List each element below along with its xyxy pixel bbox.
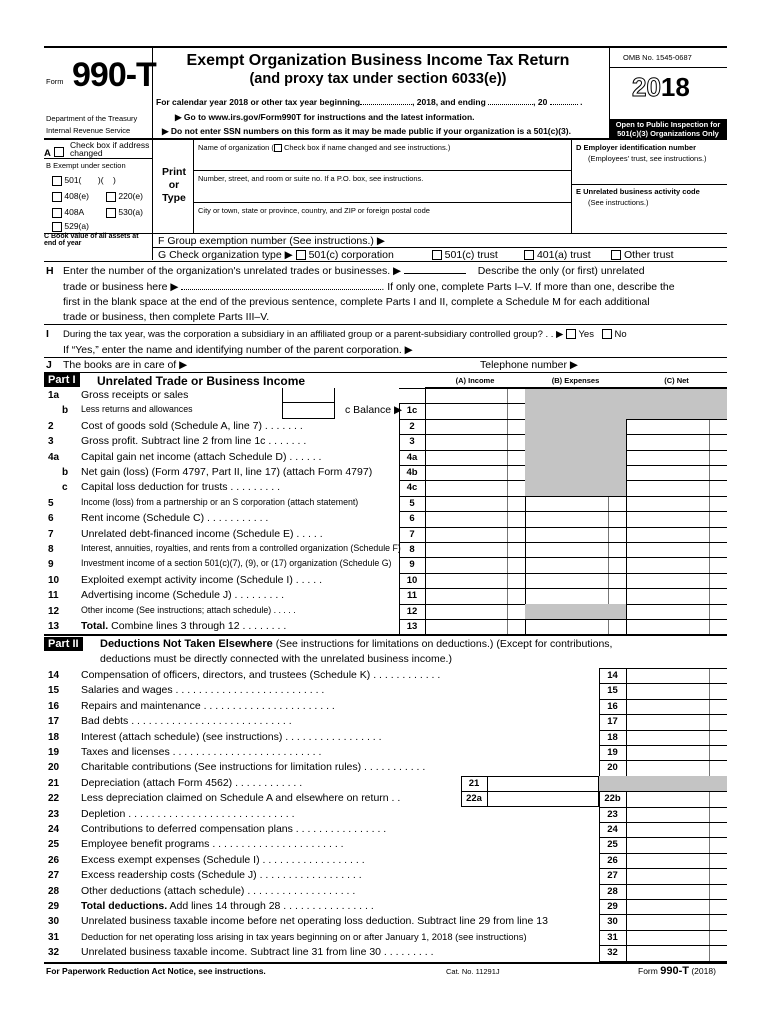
net-input[interactable] [627, 620, 726, 633]
income-input[interactable] [426, 528, 524, 541]
exempt-529a-checkbox[interactable] [52, 222, 62, 232]
part2-line-text: Charitable contributions (See instructions for limitation rules) . . . . . . . . . . . [81, 761, 426, 774]
income-input[interactable] [426, 620, 524, 633]
goto-irs-line: ▶ Go to www.irs.gov/Form990T for instructions and the latest information. [175, 112, 475, 122]
line-box-number: 6 [409, 513, 415, 525]
net-input[interactable] [627, 497, 726, 510]
part2-line-number: 32 [48, 947, 60, 959]
part2-line-number: 24 [48, 824, 60, 835]
part2-line-text: Unrelated business taxable income. Subtract line 31 from line 30 . . . . . . . . . [81, 946, 434, 959]
col-b-header: (B) Expenses [551, 376, 600, 385]
part2-line-text: Excess exempt expenses (Schedule I) . . . . . . . . . . . . . . . . . . [81, 853, 365, 866]
h-line-4: trade or business, then complete Parts III–V. [63, 311, 270, 323]
address-changed-checkbox[interactable] [54, 147, 64, 157]
part2-line-number: 14 [48, 670, 60, 681]
i-letter: I [46, 328, 49, 340]
net-input[interactable] [627, 512, 726, 525]
part2-line-text: Contributions to deferred compensation plans . . . . . . . . . . . . . . . . [81, 823, 387, 835]
part2-line-number: 26 [48, 854, 60, 866]
income-input[interactable] [426, 404, 524, 417]
line-box-number: 25 [607, 839, 618, 851]
org-type-line: G Check organization type ▶ 501(c) corporation 501(c) trust 401(a) trust Other trust [158, 249, 674, 261]
line-box-number: 4c [406, 482, 418, 494]
part2-line-number: 25 [48, 839, 60, 851]
amount-input[interactable] [627, 761, 726, 774]
amount-input[interactable] [627, 715, 726, 728]
part2-line-number: 31 [48, 931, 60, 943]
address-changed-label: Check box if address changed [70, 140, 150, 158]
part1-line-text: Other income (See instructions; attach schedule) . . . . . [81, 604, 296, 615]
amount-input[interactable] [627, 915, 726, 928]
inner-line-22a: 22a [466, 793, 482, 805]
amount-input[interactable] [627, 700, 726, 713]
paperwork-notice: For Paperwork Reduction Act Notice, see instructions. [46, 966, 266, 976]
income-input[interactable] [426, 574, 524, 587]
income-input[interactable] [426, 543, 524, 556]
shaded-cell [525, 450, 626, 465]
ein-field[interactable] [576, 165, 724, 183]
form-footer-ref: Form 990-T (2018) [638, 965, 716, 977]
amount-input[interactable] [627, 684, 726, 697]
part2-line-number: 17 [48, 716, 60, 728]
amount-input[interactable] [627, 838, 726, 851]
part2-line-text: Interest (attach schedule) (see instructions) . . . . . . . . . . . . . . . . . [81, 730, 382, 743]
subsidiary-no-checkbox[interactable] [602, 329, 612, 339]
part1-line-number: 13 [48, 621, 60, 632]
org-type-401a-trust-checkbox[interactable] [524, 250, 534, 260]
line-box-number: 28 [607, 885, 618, 897]
line-box-number: 16 [607, 700, 618, 712]
inner-line-21: 21 [468, 777, 480, 789]
part2-line-text: Salaries and wages . . . . . . . . . . . . . . . . . . . . . . . . . . [81, 684, 325, 697]
part1-line-text: Total. Combine lines 3 through 12 . . . . . . . . [81, 620, 287, 632]
part2-line-number: 15 [48, 685, 60, 697]
amount-input[interactable] [627, 900, 726, 913]
line-box-number: 11 [406, 590, 418, 602]
part1-bottom-rule [44, 634, 727, 636]
income-input[interactable] [426, 420, 524, 433]
part1-line-number: 6 [48, 513, 54, 525]
part2-line-text: Other deductions (attach schedule) . . . . . . . . . . . . . . . . . . . [81, 884, 356, 897]
line-box-number: 20 [607, 762, 618, 774]
org-name-label: Name of organization ( Check box if name changed and see instructions.) [198, 143, 451, 152]
line-box-number: 14 [607, 670, 618, 681]
part1-label: Part I [44, 373, 80, 387]
amount-input[interactable] [627, 731, 726, 744]
part1-line-number: 2 [48, 420, 54, 432]
net-input[interactable] [627, 420, 726, 433]
income-input[interactable] [426, 497, 524, 510]
line-box-number: 29 [607, 901, 618, 912]
part1-line-number: 11 [48, 590, 59, 602]
net-input[interactable] [627, 574, 726, 587]
book-value-label: C Book value of all assets at end of year [44, 233, 139, 247]
shaded-cell [525, 604, 626, 619]
part1-line-number: 12 [48, 605, 60, 617]
street-label: Number, street, and room or suite no. If a P.O. box, see instructions. [198, 174, 424, 183]
print-label: Print [162, 166, 186, 178]
line-box-number: 13 [406, 621, 418, 632]
shaded-cell [525, 480, 626, 495]
part1-line-number: b [62, 467, 69, 478]
part1-line-text: Interest, annuities, royalties, and rents from a controlled organization (Schedule F) [81, 543, 401, 553]
line-box-number: 4b [406, 467, 418, 478]
part2-title: Deductions Not Taken Elsewhere (See instructions for limitations on deductions.) (Except for contributions, [100, 638, 613, 650]
part1-line-number: 3 [48, 436, 54, 448]
part1-line-text: Cost of goods sold (Schedule A, line 7) . . . . . . . [81, 419, 303, 432]
exempt-220e-checkbox[interactable] [106, 192, 116, 202]
form-number: 990-T [72, 56, 156, 94]
income-input[interactable] [426, 466, 524, 479]
exempt-501-option: 501( )( ) [52, 175, 116, 186]
name-changed-checkbox[interactable] [274, 144, 282, 152]
h-line-1: Enter the number of the organization's unrelated trades or businesses. ▶ Describe the only (or first) unrelated [63, 265, 645, 277]
line-box-number: 19 [607, 747, 618, 758]
part1-line-text: Investment income of a section 501(c)(7), (9), or (17) organization (Schedule G) [81, 558, 392, 569]
amount-input[interactable] [627, 931, 726, 944]
income-input[interactable] [426, 451, 524, 464]
exempt-408e-option: 408(e) [52, 191, 89, 202]
part2-line-number: 16 [48, 700, 60, 712]
part2-line-text: Excess readership costs (Schedule J) . . . . . . . . . . . . . . . . . . [81, 869, 362, 882]
activity-code-sub: (See instructions.) [588, 198, 649, 207]
returns-allowances-field[interactable] [282, 403, 335, 418]
income-input[interactable] [426, 605, 524, 618]
part1-line-number: 4a [48, 451, 60, 463]
ssn-warning: ▶ Do not enter SSN numbers on this form as it may be made public if your organization is a 501(c)(3). [162, 126, 571, 136]
org-name-field[interactable] [198, 154, 568, 168]
j-telephone: Telephone number ▶ [480, 359, 578, 371]
amount-input[interactable] [627, 885, 726, 898]
exempt-530a-option: 530(a) [106, 207, 143, 218]
catalog-number: Cat. No. 11291J [446, 967, 500, 976]
shaded-cell [525, 465, 626, 480]
org-type-501c-trust-checkbox[interactable] [432, 250, 442, 260]
part2-line-text: Compensation of officers, directors, and trustees (Schedule K) . . . . . . . . . . . . [81, 669, 441, 681]
line-box-number: 8 [409, 544, 415, 555]
shaded-cell [525, 419, 626, 434]
line-box-number: 17 [607, 716, 618, 728]
form-title: Exempt Organization Business Income Tax Return [186, 52, 570, 69]
part2-line-text: Deduction for net operating loss arising in tax years beginning on or after January 1, 2018 (see instructions) [81, 930, 527, 942]
income-input[interactable] [426, 435, 524, 448]
net-input[interactable] [627, 466, 726, 479]
income-input[interactable] [426, 558, 524, 571]
depreciation-claimed-input[interactable] [488, 792, 598, 805]
line-box-number: 27 [607, 870, 618, 882]
exempt-under-label: B Exempt under section [46, 161, 126, 170]
part2-line-text: Total deductions. Add lines 14 through 28 . . . . . . . . . . . . . . . . [81, 900, 374, 912]
income-input[interactable] [426, 589, 524, 602]
part1-line-number: 8 [48, 544, 54, 555]
part1-line-text: Income (loss) from a partnership or an S corporation (attach statement) [81, 496, 359, 507]
ein-label: D Employer identification number [576, 143, 697, 152]
h-line-3: first in the blank space at the end of the previous sentence, complete Parts I and II, complete a Schedule M for each additional [63, 296, 650, 308]
net-input[interactable] [627, 435, 726, 448]
row-rule [399, 388, 727, 389]
section-a-letter: A [44, 148, 51, 159]
net-input[interactable] [627, 451, 726, 464]
net-input[interactable] [627, 404, 726, 417]
j-letter: J [46, 359, 52, 371]
j-books-line: The books are in care of ▶ [63, 359, 188, 371]
part2-line-text: Bad debts . . . . . . . . . . . . . . . . . . . . . . . . . . . . [81, 715, 292, 728]
part1-line-text: Capital loss deduction for trusts . . . . . . . . . [81, 481, 280, 494]
part2-line-text: Depletion . . . . . . . . . . . . . . . . . . . . . . . . . . . . . [81, 807, 295, 820]
exempt-408e-checkbox[interactable] [52, 192, 62, 202]
depreciation-input[interactable] [488, 777, 598, 790]
shaded-cell [525, 434, 626, 449]
h-letter: H [46, 265, 54, 277]
subsidiary-yes-checkbox[interactable] [566, 329, 576, 339]
line-box-number: 3 [409, 436, 415, 448]
part2-title-line2: deductions must be directly connected with the unrelated business income.) [100, 653, 452, 665]
part2-line-text: Employee benefit programs . . . . . . . . . . . . . . . . . . . . . . . [81, 838, 344, 851]
dept-treasury: Department of the Treasury [46, 114, 138, 123]
part1-line-number: 10 [48, 574, 60, 586]
net-input[interactable] [627, 605, 726, 618]
part1-line-text: Advertising income (Schedule J) . . . . . . . . . [81, 589, 285, 602]
amount-input[interactable] [627, 808, 726, 821]
net-input[interactable] [627, 558, 726, 571]
part1-line-number: 5 [48, 497, 54, 509]
part2-line-text: Depreciation (attach Form 4562) . . . . . . . . . . . . [81, 776, 303, 789]
city-label: City or town, state or province, country, and ZIP or foreign postal code [198, 206, 430, 215]
ein-sub: (Employees' trust, see instructions.) [588, 154, 707, 163]
part2-line-text: Repairs and maintenance . . . . . . . . . . . . . . . . . . . . . . . [81, 699, 335, 712]
omb-number: OMB No. 1545-0687 [623, 53, 692, 62]
gross-receipts-field[interactable] [282, 388, 335, 403]
line-box-number: 10 [406, 574, 418, 586]
income-input[interactable] [426, 481, 524, 494]
public-inspection-banner: Open to Public Inspection for 501(c)(3) Organizations Only [609, 119, 727, 139]
h-line-2: trade or business here ▶ . If only one, complete Parts I–V. If more than one, describe the [63, 281, 675, 293]
amount-input[interactable] [627, 946, 726, 959]
part1-line-number: 1a [48, 390, 60, 401]
tax-year: 2018 [632, 72, 690, 102]
line-box-number: 5 [409, 497, 415, 509]
part2-line-number: 21 [48, 777, 60, 789]
part2-line-number: 23 [48, 808, 60, 820]
part1-line-text: Net gain (loss) (Form 4797, Part II, line 17) (attach Form 4797) [81, 466, 373, 478]
part1-line-number: 9 [48, 559, 54, 571]
part1-line-text: Rent income (Schedule C) . . . . . . . . . . . [81, 512, 269, 525]
line-box-number: 18 [607, 731, 618, 743]
dept-irs: Internal Revenue Service [46, 126, 131, 135]
group-exemption-line: F Group exemption number (See instructions.) ▶ [158, 235, 385, 247]
income-1a-blank [425, 388, 525, 403]
part2-line-number: 18 [48, 731, 60, 743]
part2-line-number: 30 [48, 916, 60, 928]
exempt-220e-option: 220(e) [106, 191, 143, 202]
org-type-other-trust-checkbox[interactable] [611, 250, 621, 260]
part1-line-text: Gross profit. Subtract line 2 from line 1c . . . . . . . [81, 435, 307, 448]
i-line-1: During the tax year, was the corporation a subsidiary in an affiliated group or a parent-subsidiary controlled group? . . ▶ Yes No [63, 329, 627, 340]
col-c-header: (C) Net [664, 376, 689, 385]
part1-line-text: Unrelated debt-financed income (Schedule E) . . . . . [81, 527, 323, 540]
line-box-number: 2 [409, 420, 415, 432]
col-a-header: (A) Income [455, 376, 495, 385]
top-rule [44, 46, 727, 48]
line-box-number: 12 [406, 605, 418, 617]
form-word: Form [46, 77, 64, 86]
type-label: Type [162, 192, 186, 204]
line-box-number: 23 [607, 808, 618, 820]
line-box-number: 24 [607, 824, 618, 835]
line-box-number: 22b [604, 793, 621, 805]
amount-input[interactable] [627, 823, 726, 836]
part2-line-number: 29 [48, 901, 60, 912]
exempt-501-checkbox[interactable] [52, 176, 62, 186]
line-box-number: 30 [607, 916, 618, 928]
part1-line-text: Exploited exempt activity income (Schedule I) . . . . . [81, 573, 323, 586]
line-box-number: 32 [607, 947, 618, 959]
org-type-501c-corp-checkbox[interactable] [296, 250, 306, 260]
net-input[interactable] [627, 481, 726, 494]
part2-line-text: Less depreciation claimed on Schedule A and elsewhere on return . . [81, 792, 401, 805]
calendar-year-line: For calendar year 2018 or other tax year beginning , 2018, and ending , 20 . [156, 97, 583, 107]
part2-line-text: Unrelated business taxable income before net operating loss deduction. Subtract line 29 from line 13 [81, 915, 548, 928]
part1-title: Unrelated Trade or Business Income [97, 374, 306, 388]
line-box-number: 7 [409, 528, 415, 540]
line-box-number: 9 [409, 559, 415, 571]
net-input[interactable] [627, 528, 726, 541]
amount-input[interactable] [627, 792, 726, 805]
shaded-cell [599, 776, 727, 791]
amount-input[interactable] [627, 669, 726, 682]
net-input[interactable] [627, 589, 726, 602]
part1-line-text: Less returns and allowances [81, 404, 193, 415]
shaded-cell [525, 388, 727, 403]
income-input[interactable] [426, 512, 524, 525]
part2-line-number: 20 [48, 762, 60, 774]
part2-line-number: 19 [48, 747, 60, 758]
part1-line-number: c [62, 482, 68, 494]
line-box-number: 1c [406, 405, 418, 417]
balance-label: c Balance ▶ [345, 404, 403, 417]
part2-line-number: 27 [48, 870, 60, 882]
exempt-529a-option: 529(a) [52, 221, 89, 232]
part2-line-number: 28 [48, 885, 60, 897]
line-box-number: 4a [406, 451, 418, 463]
exempt-530a-checkbox[interactable] [106, 208, 116, 218]
street-field[interactable] [198, 186, 568, 200]
form-subtitle: (and proxy tax under section 6033(e)) [249, 71, 507, 87]
line-box-number: 15 [607, 685, 618, 697]
part2-line-text: Taxes and licenses . . . . . . . . . . . . . . . . . . . . . . . . . . [81, 746, 322, 758]
line-box-number: 26 [607, 854, 618, 866]
amount-input[interactable] [627, 869, 726, 882]
amount-input[interactable] [627, 746, 726, 759]
exempt-408a-checkbox[interactable] [52, 208, 62, 218]
part1-line-number: b [62, 405, 69, 417]
activity-code-label: E Unrelated business activity code [576, 187, 700, 196]
part1-line-text: Capital gain net income (attach Schedule D) . . . . . . [81, 450, 322, 463]
i-line-2: If “Yes,” enter the name and identifying number of the parent corporation. ▶ [63, 344, 413, 356]
line-box-number: 31 [607, 931, 618, 943]
amount-input[interactable] [627, 854, 726, 867]
net-input[interactable] [627, 543, 726, 556]
exempt-408a-option: 408A [52, 207, 84, 218]
or-label: or [168, 179, 180, 191]
part1-line-text: Gross receipts or sales [81, 389, 189, 401]
part2-label: Part II [44, 637, 83, 651]
part1-line-number: 7 [48, 528, 54, 540]
part2-line-number: 22 [48, 793, 60, 805]
